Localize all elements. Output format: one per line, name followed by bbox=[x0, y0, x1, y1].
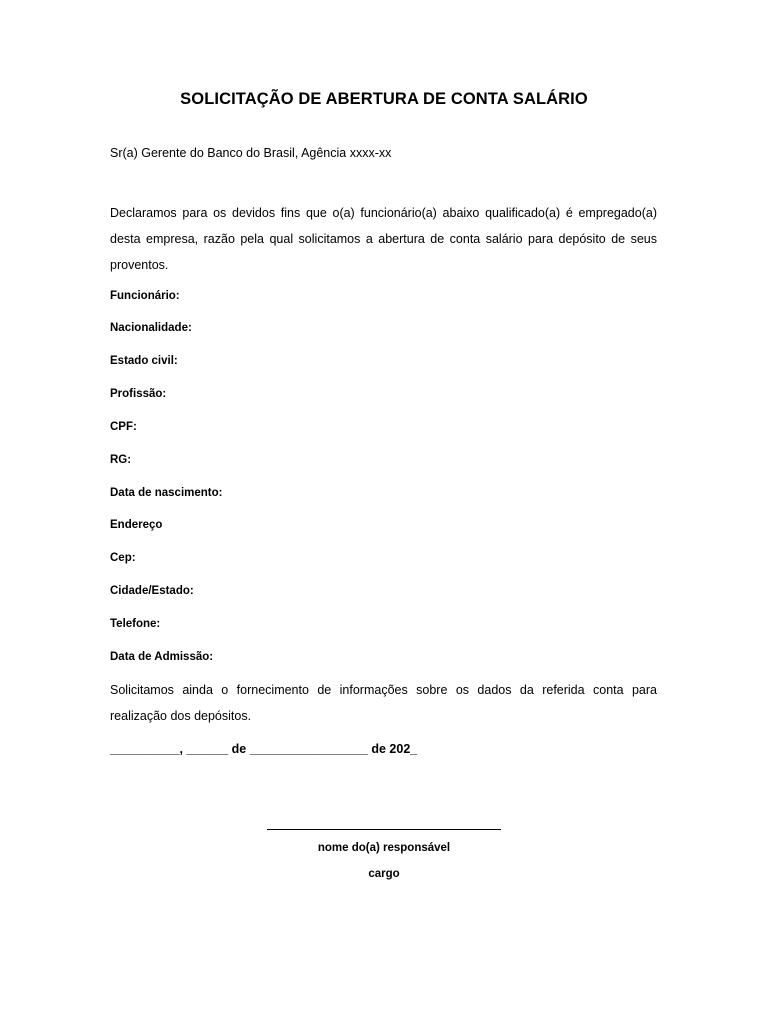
field-cep: Cep: bbox=[110, 552, 136, 564]
field-cidade-estado: Cidade/Estado: bbox=[110, 585, 194, 597]
field-data-admissao: Data de Admissão: bbox=[110, 651, 214, 663]
date-place-line: __________, ______ de _________________ de 202_ bbox=[110, 742, 418, 756]
field-telefone: Telefone: bbox=[110, 618, 161, 630]
field-rg: RG: bbox=[110, 454, 132, 466]
addressee-line: Sr(a) Gerente do Banco do Brasil, Agência xxxx-xx bbox=[110, 146, 392, 160]
field-nacionalidade: Nacionalidade: bbox=[110, 322, 192, 334]
field-estado-civil: Estado civil: bbox=[110, 355, 178, 367]
field-data-nascimento: Data de nascimento: bbox=[110, 487, 223, 499]
field-cpf: CPF: bbox=[110, 421, 137, 433]
signatory-name: nome do(a) responsável bbox=[317, 842, 451, 854]
signatory-role: cargo bbox=[368, 868, 400, 880]
declaration-paragraph: Declaramos para os devidos fins que o(a) funcionário(a) abaixo qualificado(a) é empregado(a) desta empresa, razão pela qual solicitamos a abertura de conta salário para depósito de seus proventos. bbox=[110, 206, 657, 272]
field-endereco: Endereço bbox=[110, 519, 163, 531]
field-funcionario: Funcionário: bbox=[110, 290, 180, 302]
document-title: SOLICITAÇÃO DE ABERTURA DE CONTA SALÁRIO bbox=[180, 90, 588, 108]
field-profissao: Profissão: bbox=[110, 388, 167, 400]
signature-line bbox=[267, 829, 501, 830]
request-paragraph: Solicitamos ainda o fornecimento de informações sobre os dados da referida conta para realização dos depósitos. bbox=[110, 683, 657, 723]
